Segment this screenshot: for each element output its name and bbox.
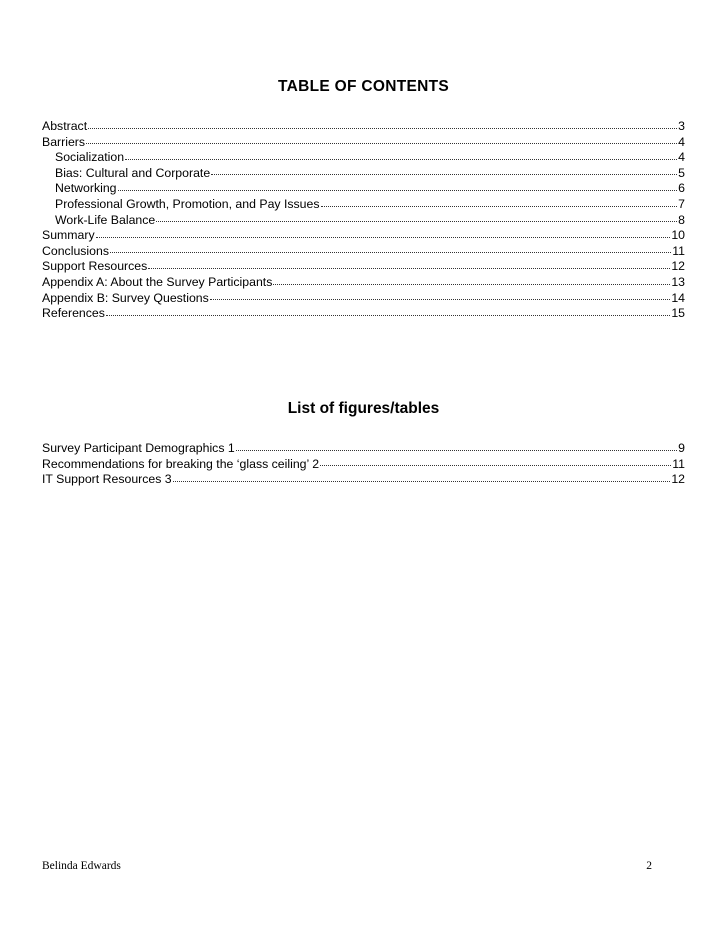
lof-entry-label: IT Support Resources 3 [42,472,172,487]
page-footer [42,860,652,872]
toc-entry-label: Socialization [55,150,125,165]
toc-entry-label: Abstract [42,119,88,133]
toc-entry-label: References [42,306,105,321]
toc-entry-label: Conclusions [42,243,109,258]
lof-entry-label: Recommendations for breaking the ‘glass ceiling’ 2 [42,456,320,471]
lof-entry-label: Survey Participant Demographics 1 [42,441,235,455]
toc-entry-page: 10 [671,228,685,243]
toc-entry-page: 7 [678,196,685,211]
dot-leader [320,465,671,466]
dot-leader [211,174,677,175]
footer-author: Belinda Edwards [42,860,121,872]
dot-leader [210,299,671,300]
lof-entry-demographics[interactable] [42,441,685,457]
toc-entry-networking[interactable] [42,181,685,197]
dot-leader [156,221,677,222]
toc-entry-work-life-balance[interactable] [42,213,685,229]
toc-entry-label: Work-Life Balance [55,212,156,227]
dot-leader [86,143,677,144]
toc-entry-bias[interactable] [42,166,685,182]
toc-entry-label: Professional Growth, Promotion, and Pay Issues [55,196,320,211]
toc-entry-professional-growth[interactable] [42,197,685,213]
toc-entry-page: 6 [678,181,685,196]
toc-entry-abstract[interactable] [42,119,685,135]
lof-entry-page: 9 [678,441,685,455]
dot-leader [321,206,678,207]
toc-entry-label: Bias: Cultural and Corporate [55,165,211,180]
lof-entry-page: 11 [672,456,685,471]
lof-entry-page: 12 [671,472,685,487]
toc-entry-page: 5 [678,165,685,180]
toc-entry-socialization[interactable] [42,150,685,166]
toc-entry-page: 12 [671,259,685,274]
toc-entry-support-resources[interactable] [42,259,685,275]
dot-leader [125,159,677,160]
toc-entry-page: 4 [678,150,685,165]
toc-entry-barriers[interactable] [42,135,685,151]
dot-leader [96,237,671,238]
toc-entry-conclusions[interactable] [42,244,685,260]
toc-entry-label: Appendix B: Survey Questions [42,290,209,305]
toc-entry-page: 4 [678,134,685,149]
toc-entry-label: Support Resources [42,259,148,274]
toc-entry-references[interactable] [42,306,685,322]
toc-entry-page: 3 [678,119,685,133]
toc-entry-page: 14 [671,290,685,305]
dot-leader [148,268,670,269]
dot-leader [110,252,671,253]
toc-entry-appendix-b[interactable] [42,291,685,307]
toc-entry-page: 11 [672,243,685,258]
toc-heading: TABLE OF CONTENTS [278,78,449,95]
figures-tables-heading: List of figures/tables [287,400,440,417]
figures-tables-list [42,441,685,488]
toc-entry-page: 8 [678,212,685,227]
toc-entry-label: Barriers [42,134,86,149]
dot-leader [273,284,670,285]
toc-entry-page: 13 [671,274,685,289]
toc-entry-page: 15 [671,306,685,321]
dot-leader [173,481,671,482]
toc-entry-label: Appendix A: About the Survey Participants [42,274,273,289]
toc-entry-summary[interactable] [42,228,685,244]
toc-entry-label: Networking [55,181,117,196]
lof-entry-recommendations[interactable] [42,457,685,473]
toc-list [42,119,685,322]
toc-entry-label: Summary [42,228,95,243]
dot-leader [118,190,678,191]
lof-entry-it-support[interactable] [42,472,685,488]
dot-leader [236,450,677,451]
footer-page-number: 2 [646,860,652,872]
dot-leader [106,315,670,316]
toc-entry-appendix-a[interactable] [42,275,685,291]
dot-leader [88,128,677,129]
